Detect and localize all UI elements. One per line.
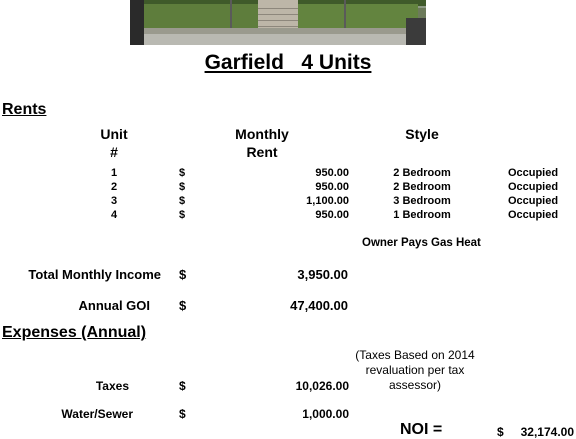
unit-style: 1 Bedroom xyxy=(393,209,451,221)
tax-basis-note: (Taxes Based on 2014 revaluation per tax assessor) xyxy=(355,348,475,392)
monthly-rent: 1,100.00 xyxy=(306,195,349,207)
currency-symbol: $ xyxy=(179,209,186,221)
noi-value: 32,174.00 xyxy=(520,425,574,439)
col-style-header: Style xyxy=(405,126,439,142)
annual-goi-value: 47,400.00 xyxy=(290,298,348,313)
expense-label: Water/Sewer xyxy=(61,407,133,421)
col-unit-subheader: # xyxy=(110,144,118,160)
expense-value: 10,026.00 xyxy=(295,379,349,393)
occupancy-status: Occupied xyxy=(507,167,559,179)
page-title xyxy=(0,51,576,75)
annual-goi-label: Annual GOI xyxy=(78,298,150,313)
expense-label: Taxes xyxy=(95,379,129,393)
gas-heat-note: Owner Pays Gas Heat xyxy=(362,237,481,249)
occupancy-status: Occupied xyxy=(507,209,559,221)
col-monthly-header: Monthly xyxy=(235,126,289,142)
currency-symbol: $ xyxy=(179,379,186,393)
total-monthly-income-label: Total Monthly Income xyxy=(28,267,161,282)
unit-style: 2 Bedroom xyxy=(393,167,451,179)
currency-symbol: $ xyxy=(179,195,186,207)
col-monthly-subheader: Rent xyxy=(246,144,278,160)
expense-value: 1,000.00 xyxy=(302,407,349,421)
unit-style: 2 Bedroom xyxy=(393,181,451,193)
property-photo xyxy=(130,0,426,45)
currency-symbol: $ xyxy=(179,407,186,421)
rents-heading: Rents xyxy=(2,101,47,118)
total-monthly-income-value: 3,950.00 xyxy=(297,267,348,282)
occupancy-status: Occupied xyxy=(507,181,559,193)
currency-symbol: $ xyxy=(179,167,186,179)
monthly-rent: 950.00 xyxy=(315,167,349,179)
monthly-rent: 950.00 xyxy=(315,209,349,221)
goi-currency-symbol: $ xyxy=(179,298,187,313)
unit-number: 3 xyxy=(110,195,118,207)
expenses-heading: Expenses (Annual) xyxy=(2,324,147,341)
unit-style: 3 Bedroom xyxy=(393,195,451,207)
col-unit-header: Unit xyxy=(100,126,128,142)
unit-number: 2 xyxy=(110,181,118,193)
currency-symbol: $ xyxy=(179,181,186,193)
unit-number: 1 xyxy=(110,167,118,179)
total-currency-symbol: $ xyxy=(179,267,187,282)
occupancy-status: Occupied xyxy=(507,195,559,207)
noi-label: NOI = xyxy=(400,421,443,438)
unit-number: 4 xyxy=(110,209,118,221)
monthly-rent: 950.00 xyxy=(315,181,349,193)
noi-currency-symbol: $ xyxy=(497,425,504,439)
page-title-text: Garfield 4 Units xyxy=(204,51,372,74)
